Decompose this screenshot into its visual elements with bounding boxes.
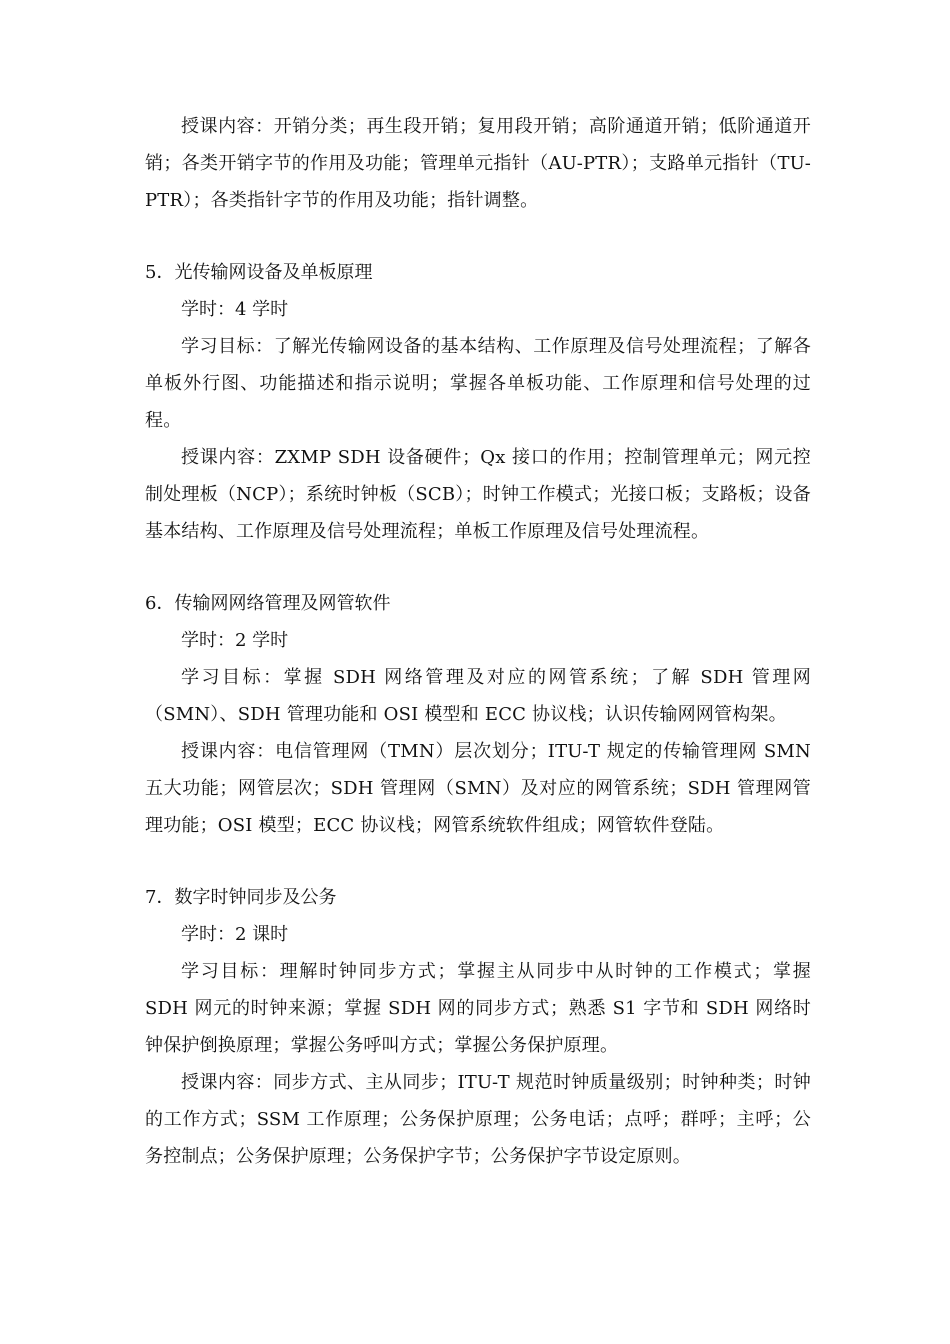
section-heading: 5．光传输网设备及单板原理	[145, 262, 373, 283]
section-content: 授课内容：ZXMP SDH 设备硬件；Qx 接口的作用；控制管理单元；网元控制处理板（NCP）；系统时钟板（SCB）；时钟工作模式；光接口板；支路板；设备基本结构、工作原理及信号处理流程；单板工作原理及信号处理流程。	[145, 447, 811, 542]
intro-content-paragraph: 授课内容：开销分类；再生段开销；复用段开销；高阶通道开销；低阶通道开销；各类开销字节的作用及功能；管理单元指针（AU-PTR）；支路单元指针（TU-PTR）；各类指针字节的作用及功能；指针调整。	[145, 116, 811, 211]
section-5	[145, 254, 811, 550]
section-hours: 学时：4 学时	[181, 299, 289, 320]
section-spacer	[145, 550, 811, 585]
section-heading: 6．传输网网络管理及网管软件	[145, 593, 391, 614]
section-objective: 学习目标：掌握 SDH 网络管理及对应的网管系统；了解 SDH 管理网（SMN）、SDH 管理功能和 OSI 模型和 ECC 协议栈；认识传输网网管构架。	[145, 667, 811, 725]
section-hours: 学时：2 学时	[181, 630, 289, 651]
document-page	[145, 108, 811, 1175]
section-6	[145, 585, 811, 844]
section-content: 授课内容：电信管理网（TMN）层次划分；ITU-T 规定的传输管理网 SMN 五大功能；网管层次；SDH 管理网（SMN）及对应的网管系统；SDH 管理网管理功能；OSI 模型；ECC 协议栈；网管系统软件组成；网管软件登陆。	[145, 741, 811, 836]
section-content: 授课内容：同步方式、主从同步；ITU-T 规范时钟质量级别；时钟种类；时钟的工作方式；SSM 工作原理；公务保护原理；公务电话；点呼；群呼；主呼；公务控制点；公务保护原理；公务保护字节；公务保护字节设定原则。	[145, 1072, 811, 1167]
section-spacer	[145, 844, 811, 879]
section-heading: 7．数字时钟同步及公务	[145, 887, 337, 908]
section-objective: 学习目标：了解光传输网设备的基本结构、工作原理及信号处理流程；了解各单板外行图、功能描述和指示说明；掌握各单板功能、工作原理和信号处理的过程。	[145, 336, 811, 431]
section-spacer	[145, 219, 811, 254]
section-7	[145, 879, 811, 1175]
section-objective: 学习目标：理解时钟同步方式；掌握主从同步中从时钟的工作模式；掌握 SDH 网元的时钟来源；掌握 SDH 网的同步方式；熟悉 S1 字节和 SDH 网络时钟保护倒换原理；掌握公务呼叫方式；掌握公务保护原理。	[145, 961, 811, 1056]
section-hours: 学时：2 课时	[181, 924, 289, 945]
